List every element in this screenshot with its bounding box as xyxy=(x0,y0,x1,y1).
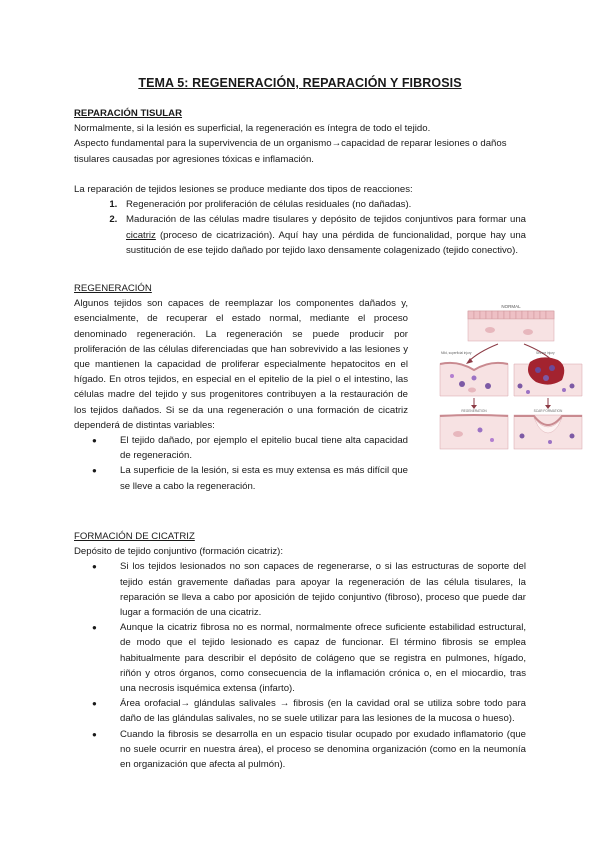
paragraph: La reparación de tejidos lesiones se produce mediante dos tipos de reacciones: xyxy=(74,184,413,195)
list-item: ● Área orofacial→ glándulas salivales → fibrosis (en la cavidad oral se utiliza sobre todo para daño de las glándulas salivales, no se suele utilizar para las lesiones de la mucosa o hueso). xyxy=(120,696,526,726)
list-item: ● Aunque la cicatriz fibrosa no es normal, normalmente ofrece suficiente estabilidad estructural, de modo que el tejido lesionado es capaz de funcionar. El término fibrosis se emplea habitualmente para describir el depósito de colágeno que se registra en pulmones, hígado, riñón y otros órganos, como consecuencia de la inflamación crónica o, en el miocardio, tras una necrosis isquémica extensa (infarto). xyxy=(120,620,526,696)
bullet-list xyxy=(74,559,526,772)
section-formacion-cicatriz xyxy=(74,529,526,772)
regenerated-tissue xyxy=(440,415,508,449)
paragraph: Aspecto fundamental para la supervivencia de un organismo→capacidad de reparar lesiones o daños tisulares causadas por agresiones tóxicas e inflamación. xyxy=(74,138,507,165)
paragraph: Algunos tejidos son capaces de reemplazar los componentes dañados y, esencialmente, de recuperar el estado normal, mediante el proceso denominado regeneración. La regeneración se puede producir por proliferación de las células diferenciadas que han sobrevivido a las lesiones y que mantienen la capacidad de proliferar especialmente hepatocitos en el hígado. En otros tejidos, en especial en el epitelio de la piel o el intestino, las células madre del tejido y sus progenitores contribuyen a la restauración de los tejidos dañados. Si se da una regeneración o una formación de cicatriz dependerá de distintas variables: xyxy=(74,298,408,431)
tissue-repair-diagram xyxy=(438,302,584,452)
list-item: ● Cuando la fibrosis se desarrolla en un espacio tisular ocupado por exudado inflamatorio (que no suele ocurrir en nuestra área), el proceso se denomina organización (como en la neumonía en organización que afecta al pulmón). xyxy=(120,727,526,773)
severe-injury-tissue xyxy=(514,357,582,396)
page-title: TEMA 5: REGENERACIÓN, REPARACIÓN Y FIBROSIS xyxy=(138,76,462,90)
mild-injury-tissue xyxy=(440,363,508,396)
section-heading-cicatriz: FORMACIÓN DE CICATRIZ xyxy=(74,531,195,542)
scar-tissue xyxy=(514,415,582,449)
section-reparacion-tisular xyxy=(74,106,526,258)
list-item: ● El tejido dañado, por ejemplo el epitelio bucal tiene alta capacidad de regeneración. xyxy=(120,433,408,463)
figure-label-scar: SCAR FORMATION xyxy=(533,409,563,413)
section-heading-reparacion: REPARACIÓN TISULAR xyxy=(74,108,183,119)
figure-label-mild: Mild, superficial injury xyxy=(441,351,472,355)
list-item: ● Si los tejidos lesionados no son capaces de regenerarse, o si las estructuras de soporte del tejido están gravemente dañadas para apoyar la regeneración de las célula tisulares, la reparación se lleva a cabo por aposición de tejido conjuntivo (fibroso), proceso que puede dar lugar a formación de una cicatriz. xyxy=(120,559,526,620)
normal-tissue xyxy=(468,311,554,341)
paragraph: Normalmente, si la lesión es superficial, la regeneración es íntegra de todo el tejido. xyxy=(74,123,431,135)
paragraph: Depósito de tejido conjuntivo (formación cicatriz): xyxy=(74,546,284,558)
figure-label-normal: NORMAL xyxy=(501,304,521,309)
underlined-term: cicatriz xyxy=(126,229,156,241)
section-heading-regeneracion: REGENERACIÓN xyxy=(74,283,152,294)
list-item: ● La superficie de la lesión, si esta es muy extensa es más difícil que se lleve a cabo la regeneración. xyxy=(120,463,408,493)
numbered-list xyxy=(74,197,526,258)
figure-label-regeneration: REGENERATION xyxy=(461,409,487,413)
list-item: 2. Maduración de las células madre tisulares y depósito de tejidos conjuntivos para formar una cicatriz (proceso de cicatrización). Aquí hay una pérdida de funcionalidad, porque hay una sustitución de ese tejido dañado por tejido laxo densamente colagenizado (tejido conectivo). xyxy=(120,212,526,258)
figure-label-severe: Severe injury xyxy=(536,351,555,355)
bullet-list xyxy=(74,433,408,494)
list-item: 1. Regeneración por proliferación de células residuales (no dañadas). xyxy=(120,197,526,212)
